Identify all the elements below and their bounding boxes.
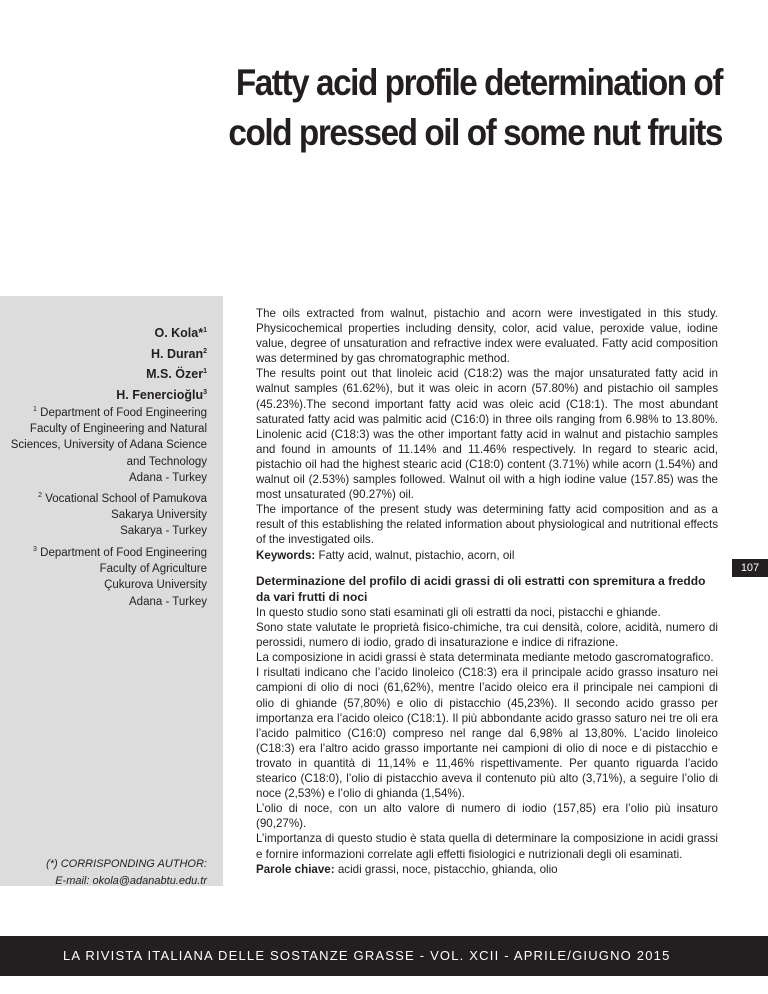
author-sidebar bbox=[0, 296, 223, 886]
riassunto-paragraph: I risultati indicano che l’acido linoleico (C18:3) era il principale acido grasso insaturo nei campioni di olio di noci (61,62%), mentre l’acido oleico era il principale nei campioni di olio di ghiande (57,80%) e olio di pistacchio (45,23%). Il secondo acido grasso per importanza era l’acido oleico (C18:1). Il più abbondante acido grasso saturo nei tre oli era l’acido palmitico (C16:0) compreso nel range dal 6,98% al 13,80%. L’acido linoleico (C18:3) era l’altro acido grasso importante nei campioni di olio di noce e di pistacchio e trovato in quantità di 11,14% e 11,46% rispettivamente. Per quanto riguarda l’acido stearico (C18:0), l’olio di pistacchio aveva il contenuto più alto (3,71%), a seguire l’olio di noce (2,53%) e l’olio di ghianda (1,54%). bbox=[256, 666, 718, 801]
author: H. Duran$^2$ bbox=[151, 346, 207, 361]
affiliation-2: $^2$ Vocational School of Pamukova Sakarya University Sakarya - Turkey bbox=[38, 492, 207, 538]
riassunto-paragraph: La composizione in acidi grassi è stata determinata mediante metodo gascromatografico. bbox=[256, 651, 714, 665]
journal-footer bbox=[0, 936, 768, 976]
italian-title: Determinazione del profilo di acidi grassi di oli estratti con spremitura a freddo da vari frutti di noci bbox=[256, 574, 706, 604]
riassunto-paragraph: In questo studio sono stati esaminati gli oli estratti da noci, pistacchi e ghiande. bbox=[256, 606, 661, 619]
riassunto-paragraph: Sono state valutate le proprietà fisico-chimiche, tra cui densità, colore, acidità, numero di perossidi, numero di iodio, grado di insaturazione e indice di rifrazione. bbox=[256, 621, 718, 650]
title-line-1: Fatty acid profile determination of bbox=[235, 62, 722, 103]
corresponding-email[interactable]: E-mail: okola@adanabtu.edu.tr bbox=[55, 874, 207, 887]
affiliation-3: $^3$ Department of Food Engineering Faculty of Agriculture Çukurova University Adana - Turkey bbox=[33, 546, 207, 608]
article-title bbox=[108, 58, 722, 158]
abstract-paragraph: The results point out that linoleic acid (C18:2) was the major unsaturated fatty acid in walnut samples (61.62%), but it was oleic in acorn (57.80%) and pistachio oil samples (45.23%).The second important fatty acid was oleic acid (C18:1). The most abundant saturated fatty acid was palmitic acid (C16:0) in three oils ranging from 6.98% to 13.80%. Linolenic acid (C18:3) was the other important fatty acid in walnut and pistachio samples and found in amounts of 11.14% and 11.46% respectively. In regard to stearic acid, pistachio oil had the highest stearic acid (C18:0) content (3.71%) while acorn (1.54%) and walnut oil (2.53%) samples followed. Walnut oil with a high iodine value (157.85) was the most unsaturated (90.27%) oil. bbox=[256, 367, 718, 502]
abstract-paragraph: The importance of the present study was determining fatty acid composition and as a result of this establishing the related information about physiological and nutritional effects of the investigated oils. bbox=[256, 503, 718, 547]
keywords: Keywords: Fatty acid, walnut, pistachio, acorn, oil bbox=[256, 548, 515, 562]
riassunto-paragraph: L’olio di noce, con un alto valore di numero di iodio (157,85) era l’olio più insaturo (90,27%). bbox=[256, 802, 718, 831]
affiliation-1: $^1$ Department of Food Engineering Faculty of Engineering and Natural Sciences, University of Adana Science and Technology Adana - Turkey bbox=[10, 406, 207, 484]
author: M.S. Özer$^1$ bbox=[146, 367, 207, 381]
author-list bbox=[116, 322, 207, 404]
english-abstract bbox=[256, 306, 718, 563]
footer-text: LA RIVISTA ITALIANA DELLE SOSTANZE GRASSE - VOL. XCII - APRILE/GIUGNO 2015 bbox=[63, 948, 671, 963]
title-line-2: cold pressed oil of some nut fruits bbox=[228, 112, 722, 153]
page-number: 107 bbox=[732, 559, 768, 577]
italian-abstract bbox=[256, 605, 718, 877]
author: H. Fenercioğlu$^3$ bbox=[116, 387, 207, 402]
author: O. Kola*$^1$ bbox=[154, 326, 207, 340]
corresponding-label: (*) CORRISPONDING AUTHOR: bbox=[46, 858, 207, 870]
corresponding-author bbox=[46, 856, 207, 889]
riassunto-paragraph: L’importanza di questo studio è stata quella di determinare la composizione in acidi grassi e fornire informazioni correlate agli effetti fisiologici e nutrizionali degli oli esaminati. bbox=[256, 832, 718, 861]
parole-chiave: Parole chiave: acidi grassi, noce, pistacchio, ghianda, olio bbox=[256, 862, 558, 876]
abstract-paragraph: The oils extracted from walnut, pistachio and acorn were investigated in this study. Physicochemical properties including density, color, acid value, peroxide value, iodine value, degree of unsaturation and refractive index were evaluated. Fatty acid composition was determined by gas chromatographic method. bbox=[256, 307, 718, 366]
